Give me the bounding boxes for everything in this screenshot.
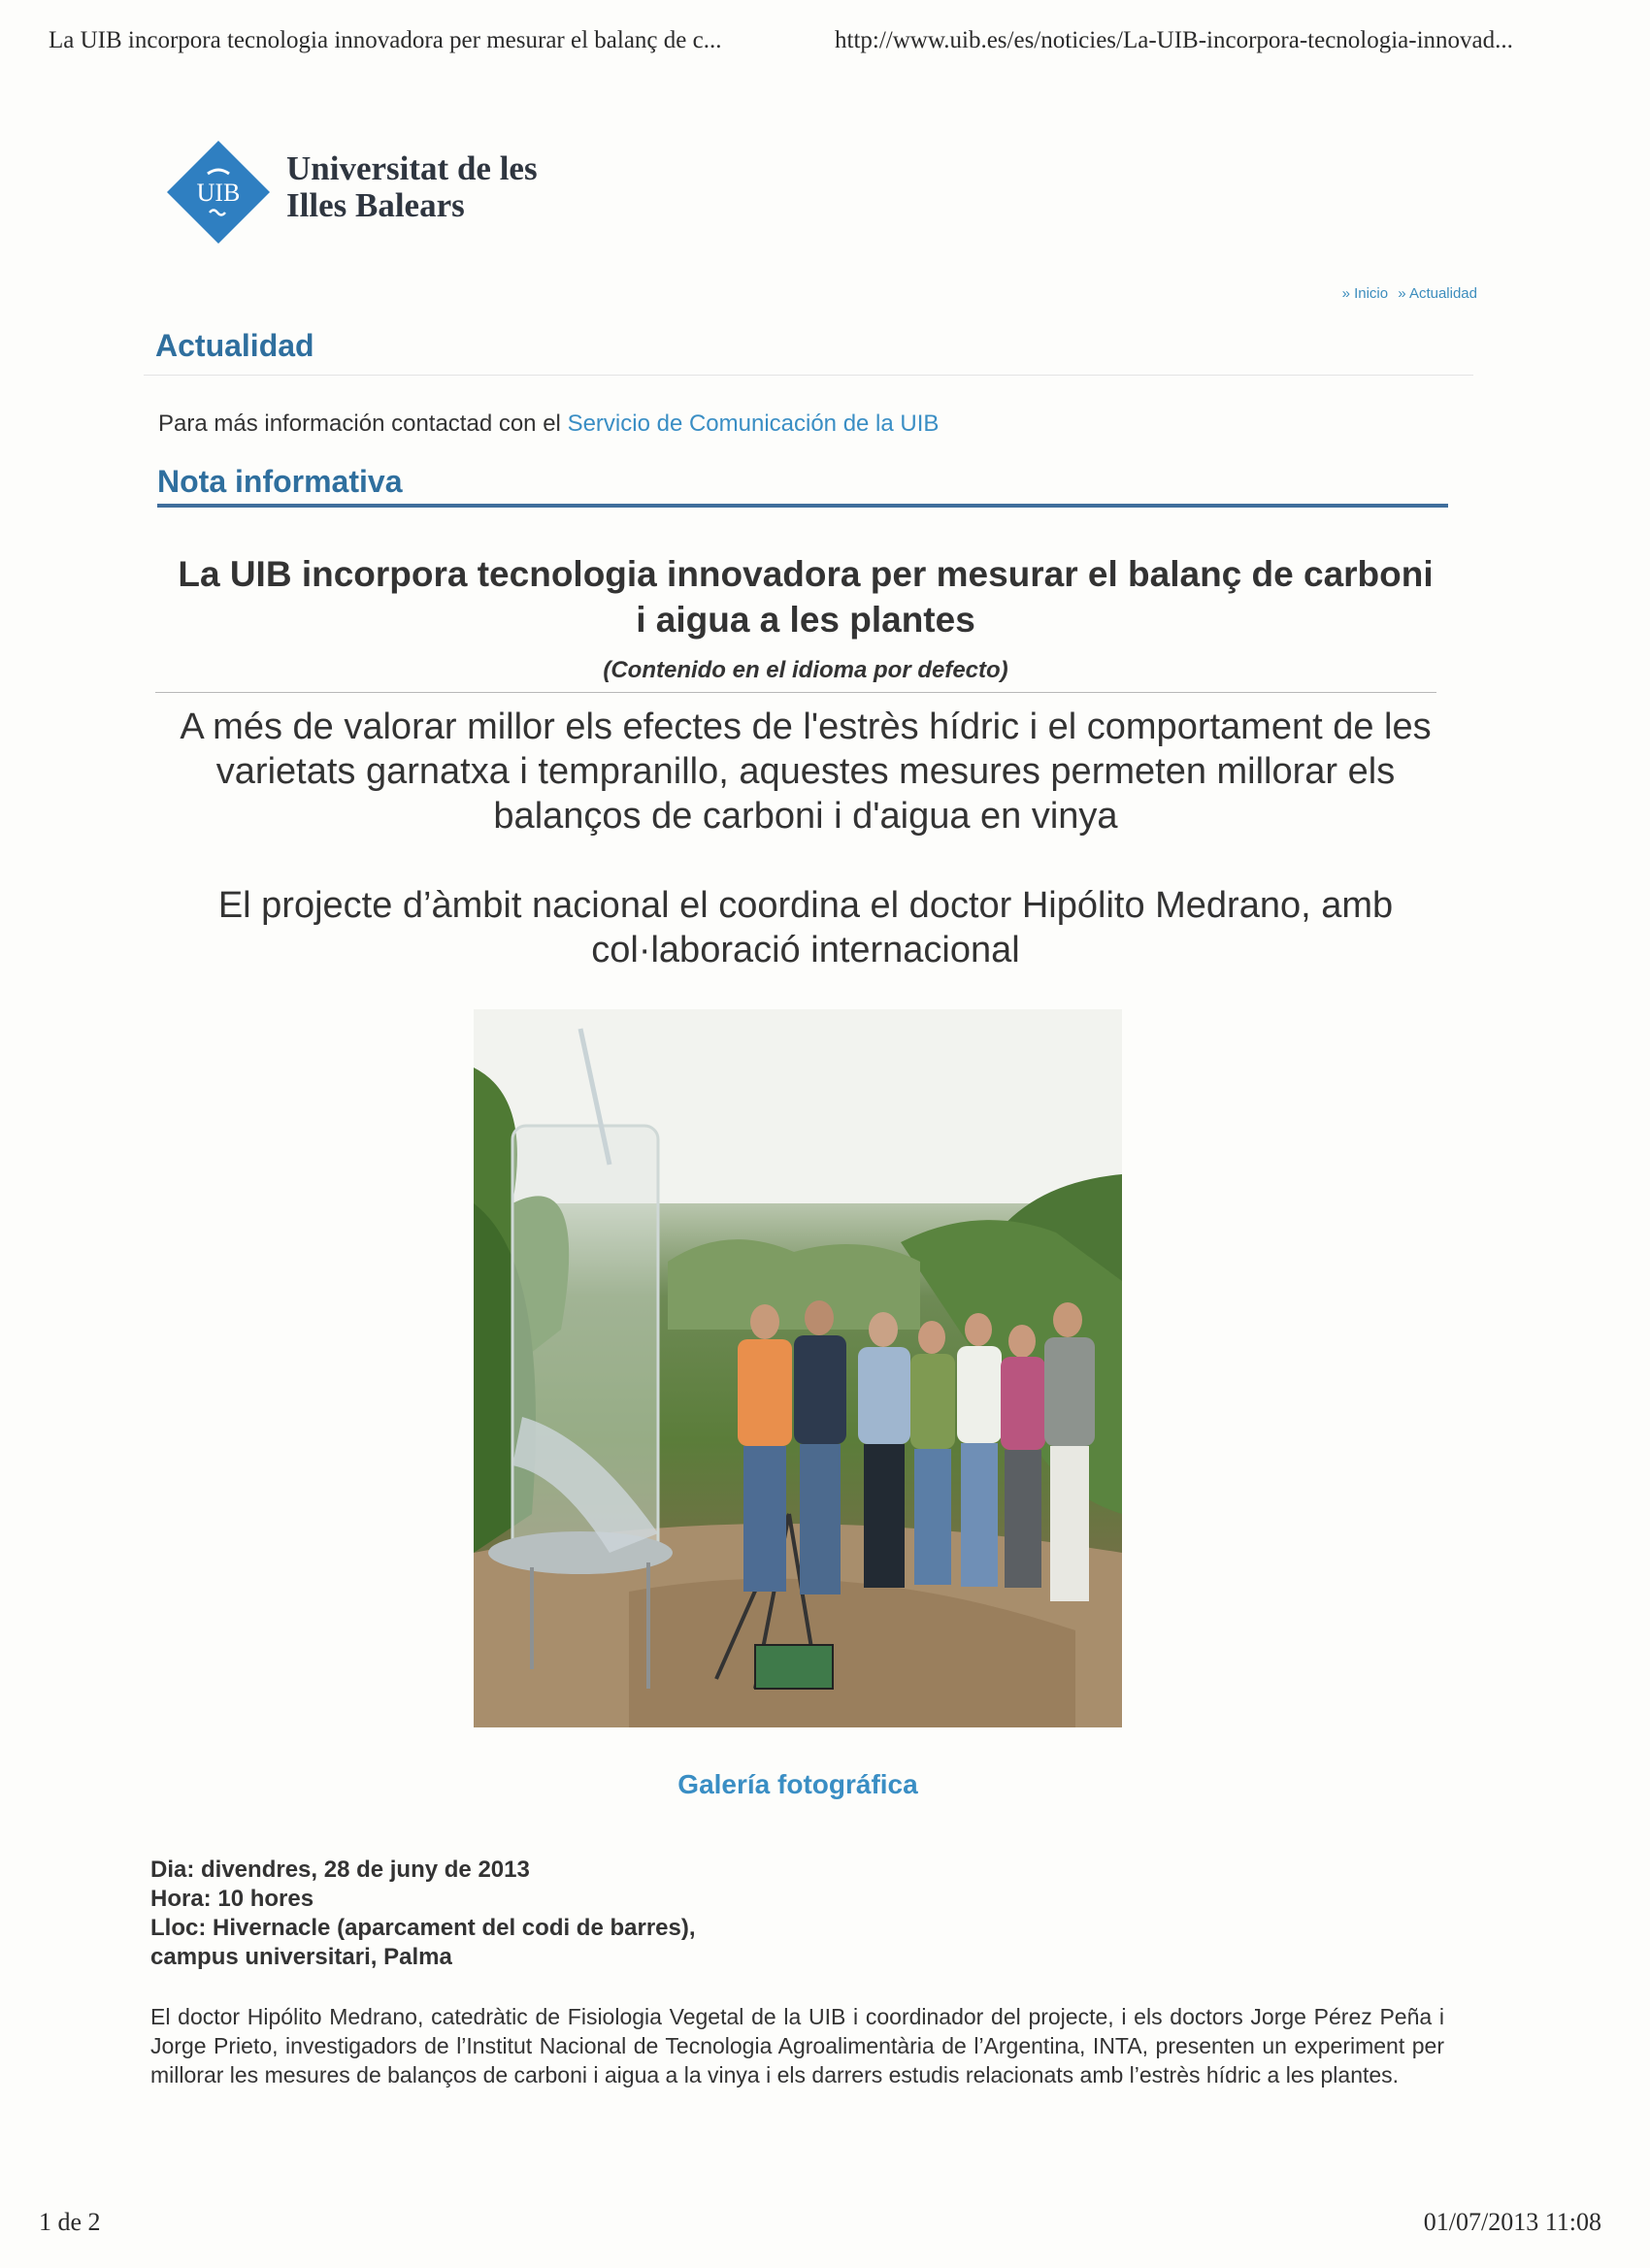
article-subtitle-2: El projecte d’àmbit nacional el coordina el doctor Hipólito Medrano, amb col·laboració internacional: [217, 885, 1394, 970]
photo-gallery-link[interactable]: Galería fotográfica: [677, 1769, 918, 1799]
divider: [155, 692, 1436, 693]
breadcrumb: [1336, 285, 1477, 302]
article-body: El doctor Hipólito Medrano, catedràtic de Fisiologia Vegetal de la UIB i coordinador del projecte, i els doctors Jorge Pérez Peña i Jorge Prieto, investigadors de l’Institut Nacional de Tecnologia Agroalimentària de l’Argentina, INTA, presenten un experiment per millorar les mesures de balanços de carboni i aigua a la vinya i els darrers estudis relacionats amb l’estrès hídric a les plantes.: [150, 2004, 1444, 2087]
vineyard-group-photo: [474, 1009, 1122, 1727]
event-date: Dia: divendres, 28 de juny de 2013: [150, 1857, 530, 1883]
article-headline: La UIB incorpora tecnologia innovadora per mesurar el balanç de carboni i aigua a les plantes: [178, 554, 1434, 640]
contact-link[interactable]: Servicio de Comunicación de la UIB: [567, 411, 940, 437]
breadcrumb-inicio[interactable]: » Inicio: [1341, 285, 1389, 302]
breadcrumb-actualidad[interactable]: » Actualidad: [1398, 285, 1477, 302]
logo-abbr: UIB: [196, 179, 241, 207]
page-number: 1 de 2: [39, 2208, 101, 2236]
event-location-2: campus universitari, Palma: [150, 1944, 452, 1970]
event-details: [150, 1856, 696, 1972]
article-subtitle: A més de valorar millor els efectes de l'estrès hídric i el comportament de les varietats garnatxa i tempranillo, aquestes mesures permeten millorar els balanços de carboni i d'aigua en vinya: [180, 707, 1432, 837]
print-header: [49, 27, 1601, 66]
event-time: Hora: 10 hores: [150, 1886, 314, 1912]
university-name-line1: Universitat de les: [286, 149, 538, 187]
uib-diamond-icon: [165, 139, 272, 246]
print-page-title: La UIB incorpora tecnologia innovadora per mesurar el balanç de c...: [49, 27, 722, 53]
section-title: Actualidad: [155, 328, 314, 363]
print-datetime: 01/07/2013 11:08: [1423, 2208, 1601, 2236]
nota-heading: Nota informativa: [157, 464, 403, 499]
print-page-url: http://www.uib.es/es/noticies/La-UIB-incorpora-tecnologia-innovad...: [835, 27, 1513, 53]
contact-prefix: Para más información contactad con el: [158, 411, 561, 437]
contact-line: [158, 411, 939, 438]
article-photo[interactable]: [474, 1009, 1122, 1727]
language-note: (Contenido en el idioma por defecto): [603, 657, 1008, 683]
nota-underline: [157, 504, 1448, 508]
university-name: [286, 150, 538, 224]
uib-logo[interactable]: [165, 139, 573, 250]
university-name-line2: Illes Balears: [286, 186, 465, 224]
divider: [144, 375, 1473, 376]
event-location: Lloc: Hivernacle (aparcament del codi de barres),: [150, 1915, 696, 1941]
